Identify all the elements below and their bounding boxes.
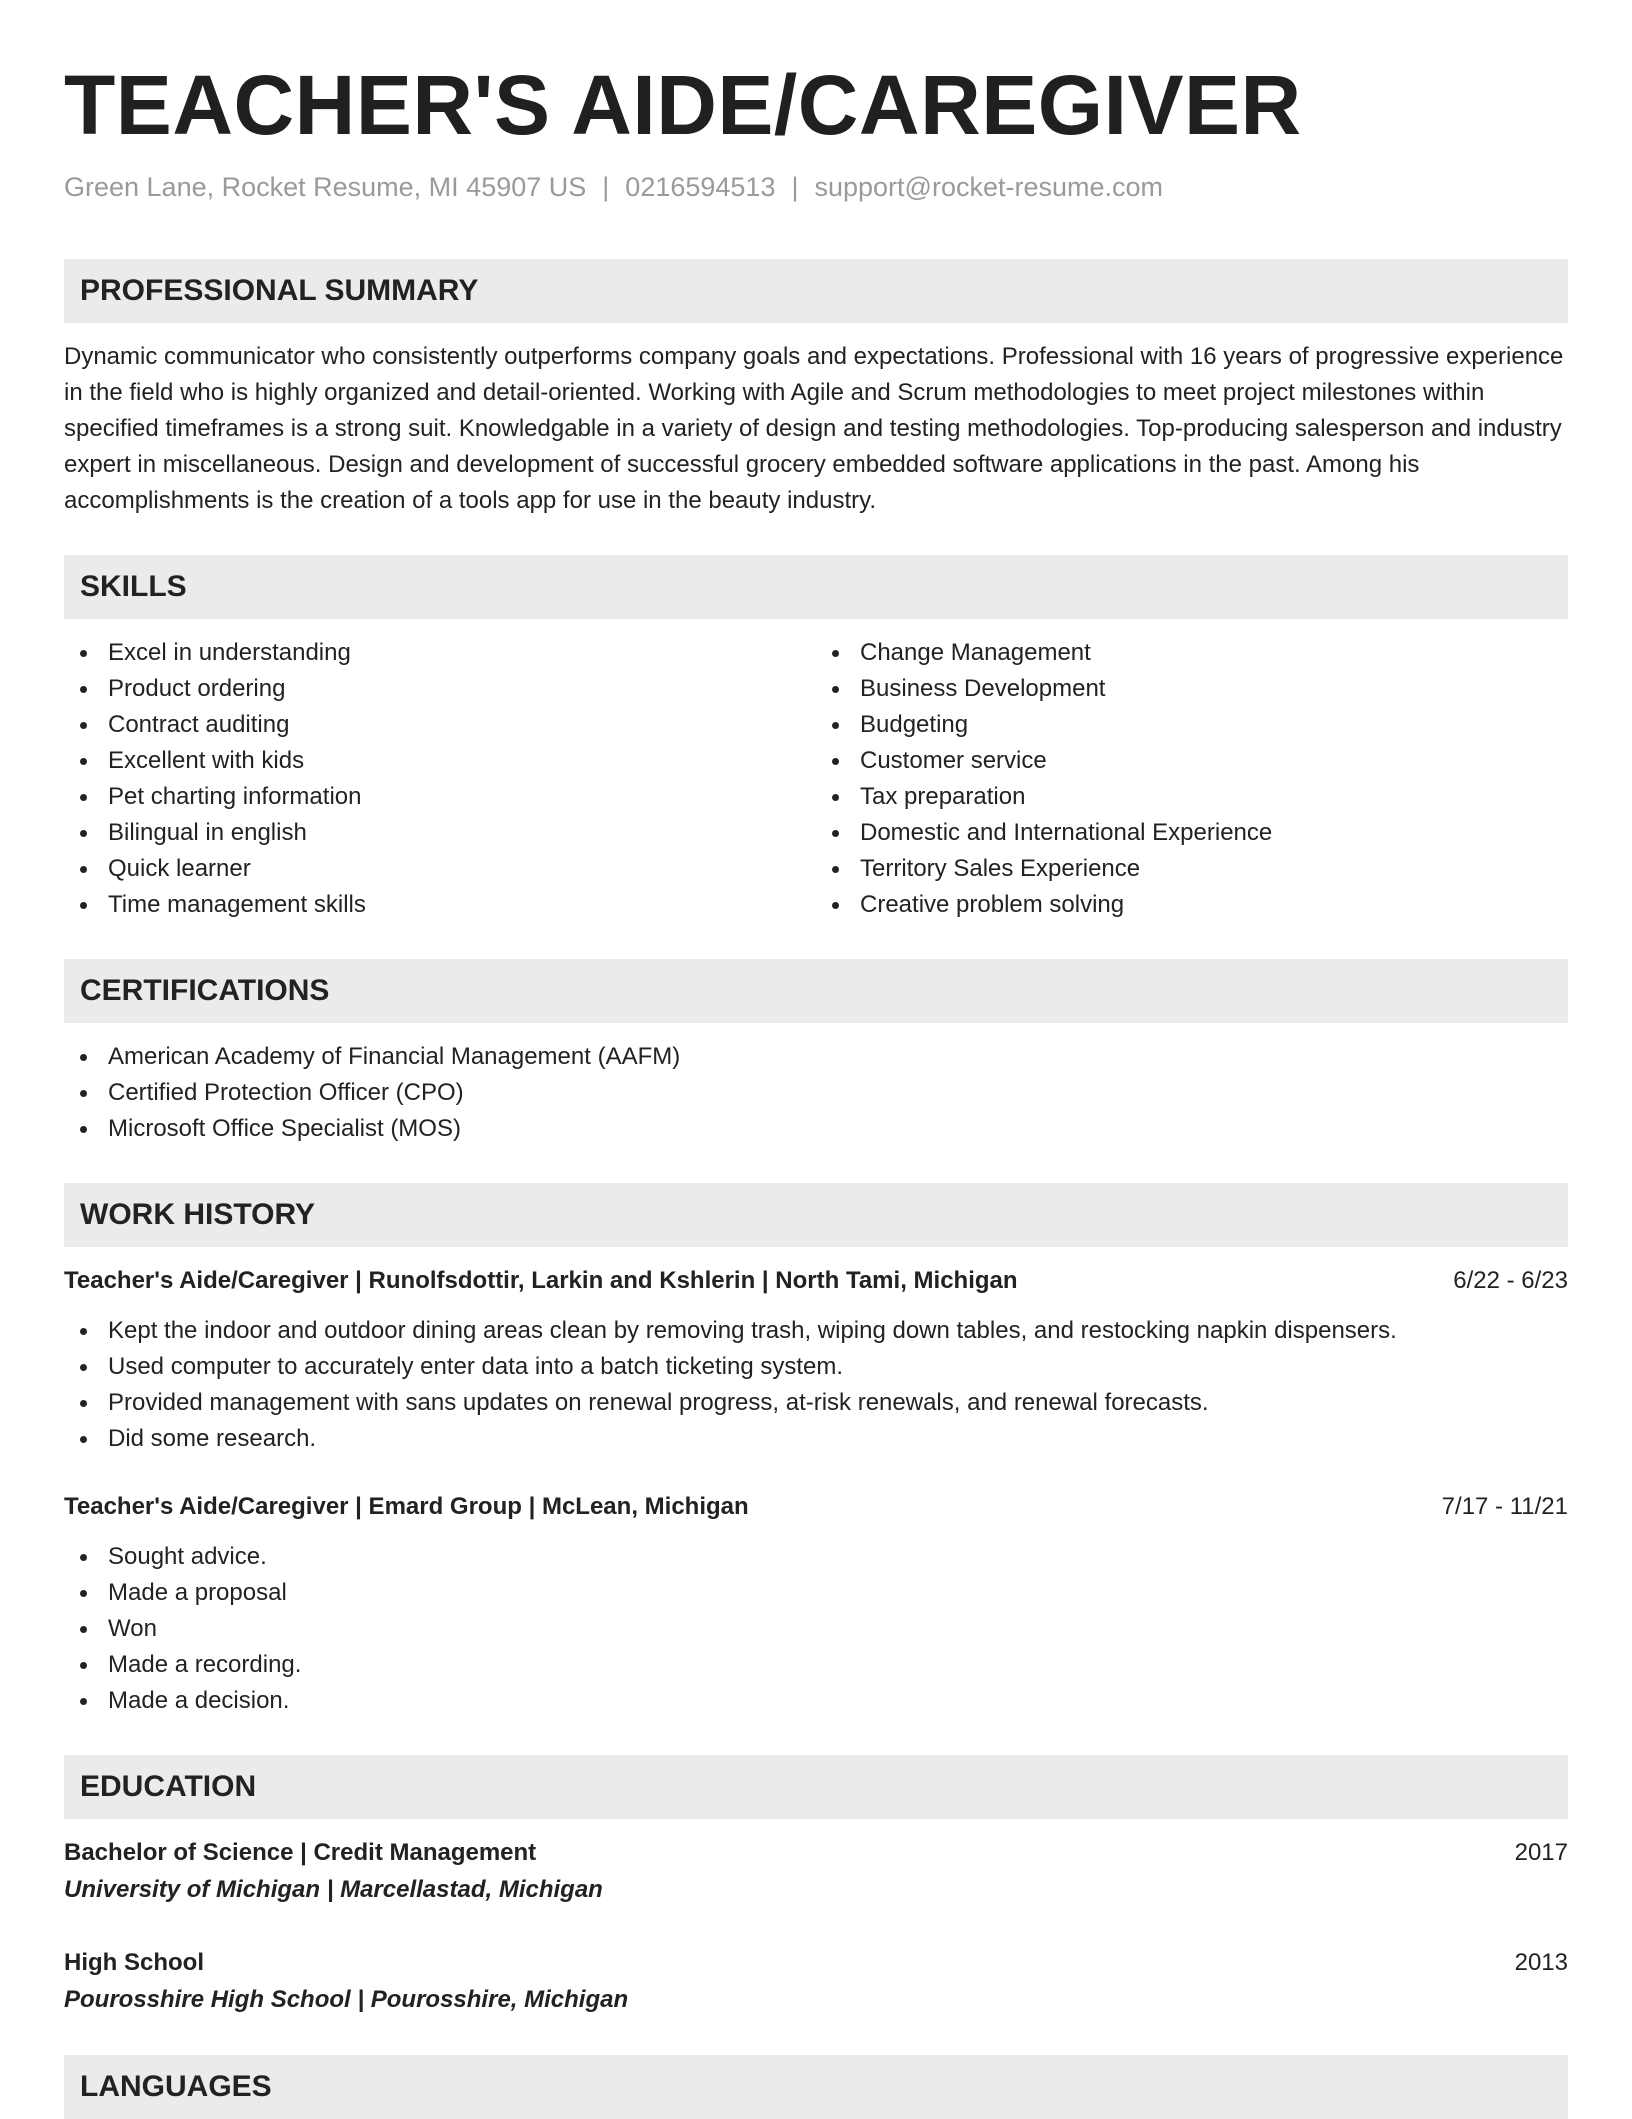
job-dates: 6/22 - 6/23 (1453, 1267, 1568, 1294)
skill-item: Customer service (816, 743, 1568, 779)
job-bullets (64, 1539, 1568, 1719)
job-entry (64, 1489, 1568, 1719)
summary-text: Dynamic communicator who consistently outperforms company goals and expectations. Professional with 16 years of progressive experience in the field who is highly organized and detail-oriented. Working with Agile and Scrum methodologies to meet project milestones within specified timeframes is a strong suit. Knowledgable in a variety of design and testing methodologies. Top-producing salesperson and industry expert in miscellaneous. Design and development of successful grocery embedded software applications in the past. Among his accomplishments is the creation of a tools app for use in the beauty industry. (64, 343, 1564, 514)
certifications-section (64, 959, 1568, 1147)
job-bullet: Provided management with sans updates on renewal progress, at-risk renewals, and renewal forecasts. (64, 1385, 1568, 1421)
job-bullet: Did some research. (64, 1421, 1568, 1457)
education-school: Pourosshire High School | Pourosshire, Michigan (64, 1986, 629, 2013)
education-section (64, 1755, 1568, 2019)
contact-separator: | (791, 172, 799, 202)
work-history-section (64, 1183, 1568, 1719)
skill-item: Domestic and International Experience (816, 815, 1568, 851)
section-header-certifications: CERTIFICATIONS (64, 959, 1568, 1023)
skill-item: Contract auditing (64, 707, 816, 743)
section-header-education: EDUCATION (64, 1755, 1568, 1819)
certification-item: Microsoft Office Specialist (MOS) (64, 1111, 1568, 1147)
skill-item: Excellent with kids (64, 743, 816, 779)
skill-item: Quick learner (64, 851, 816, 887)
skills-section (64, 555, 1568, 923)
education-degree: High School (64, 1949, 204, 1976)
skill-item: Pet charting information (64, 779, 816, 815)
skill-item: Tax preparation (816, 779, 1568, 815)
skills-columns (64, 619, 1568, 923)
skill-item: Bilingual in english (64, 815, 816, 851)
education-school: University of Michigan | Marcellastad, Michigan (64, 1876, 603, 1903)
education-heading-row (64, 1835, 1568, 1871)
job-bullet: Used computer to accurately enter data into a batch ticketing system. (64, 1349, 1568, 1385)
contact-email[interactable]: support@rocket-resume.com (814, 172, 1164, 202)
certifications-list (64, 1039, 1568, 1147)
certification-item: Certified Protection Officer (CPO) (64, 1075, 1568, 1111)
education-entry (64, 1835, 1568, 1909)
education-degree: Bachelor of Science | Credit Management (64, 1839, 537, 1866)
skills-list-left (64, 635, 816, 923)
job-bullets (64, 1313, 1568, 1457)
education-entry (64, 1945, 1568, 2019)
certification-item: American Academy of Financial Management (AAFM) (64, 1039, 1568, 1075)
job-title: Teacher's Aide/Caregiver | Emard Group | McLean, Michigan (64, 1493, 749, 1520)
job-bullet: Made a decision. (64, 1683, 1568, 1719)
skill-item: Excel in understanding (64, 635, 816, 671)
skill-item: Product ordering (64, 671, 816, 707)
section-header-summary: PROFESSIONAL SUMMARY (64, 259, 1568, 323)
job-entry (64, 1263, 1568, 1457)
contact-line (64, 167, 1568, 207)
skill-item: Change Management (816, 635, 1568, 671)
job-heading-row (64, 1489, 1568, 1525)
job-title: Teacher's Aide/Caregiver | Runolfsdottir, Larkin and Kshlerin | North Tami, Michigan (64, 1267, 1018, 1294)
job-bullet: Made a recording. (64, 1647, 1568, 1683)
job-dates: 7/17 - 11/21 (1441, 1493, 1568, 1520)
resume-name: TEACHER'S AIDE/CAREGIVER (64, 58, 1302, 152)
education-heading-row (64, 1945, 1568, 1981)
contact-phone: 0216594513 (625, 172, 776, 202)
education-year: 2013 (1514, 1949, 1568, 1976)
job-bullet: Sought advice. (64, 1539, 1568, 1575)
skill-item: Creative problem solving (816, 887, 1568, 923)
summary-section (64, 259, 1568, 519)
job-heading-row (64, 1263, 1568, 1299)
section-header-skills: SKILLS (64, 555, 1568, 619)
skill-item: Time management skills (64, 887, 816, 923)
contact-separator: | (602, 172, 610, 202)
skill-item: Budgeting (816, 707, 1568, 743)
job-bullet: Kept the indoor and outdoor dining areas clean by removing trash, wiping down tables, and restocking napkin dispensers. (64, 1313, 1568, 1349)
section-header-languages: LANGUAGES (64, 2055, 1568, 2119)
skill-item: Business Development (816, 671, 1568, 707)
job-bullet: Made a proposal (64, 1575, 1568, 1611)
education-year: 2017 (1514, 1839, 1568, 1866)
languages-section (64, 2055, 1568, 2119)
skills-list-right (816, 635, 1568, 923)
skill-item: Territory Sales Experience (816, 851, 1568, 887)
contact-address: Green Lane, Rocket Resume, MI 45907 US (64, 172, 587, 202)
section-header-work-history: WORK HISTORY (64, 1183, 1568, 1247)
job-bullet: Won (64, 1611, 1568, 1647)
